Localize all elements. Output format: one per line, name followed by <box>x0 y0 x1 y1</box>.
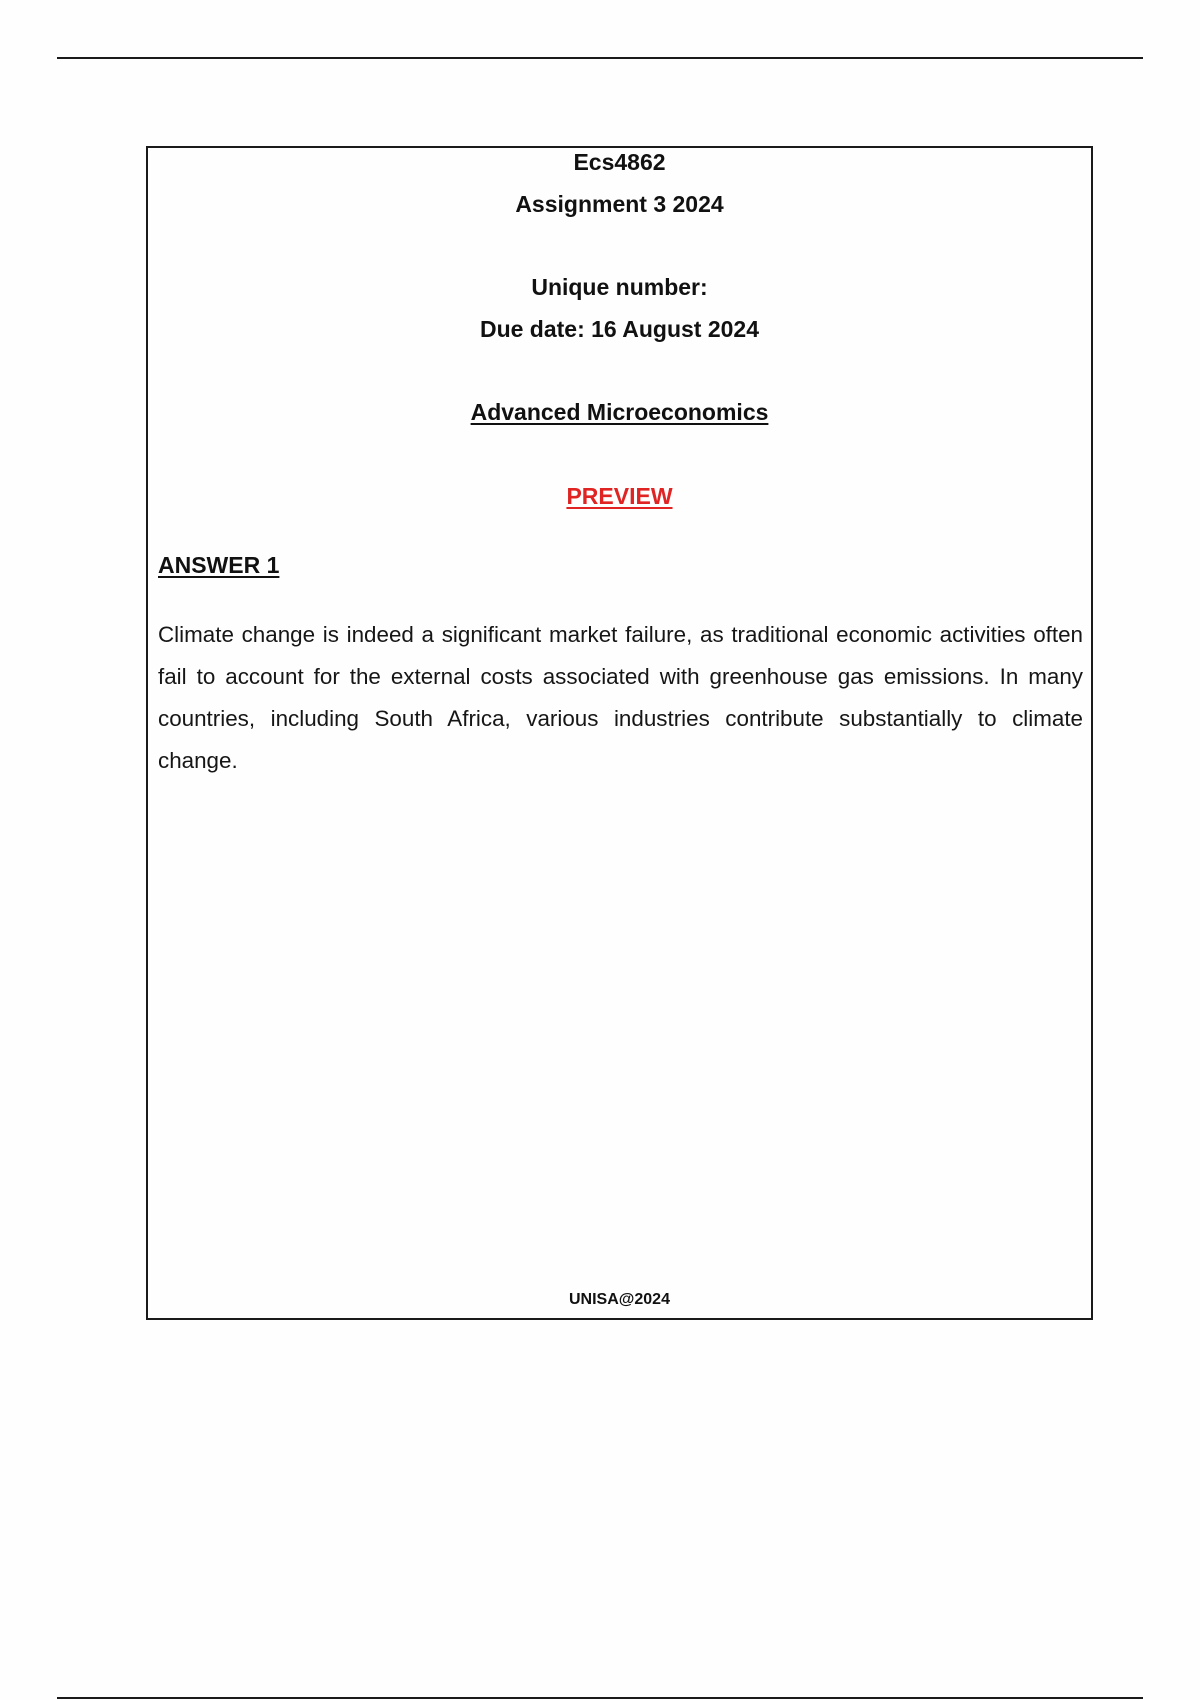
module-title: Advanced Microeconomics <box>470 399 769 425</box>
preview-label: PREVIEW <box>566 483 673 509</box>
answer-body: Climate change is indeed a significant market failure, as traditional economic activities often fail to account for the external costs associated with greenhouse gas emissions. In many countries, including South Africa, various industries contribute substantially to climate change. <box>158 622 1083 773</box>
course-code: Ecs4862 <box>573 149 666 175</box>
assignment-title: Assignment 3 2024 <box>515 191 724 217</box>
bottom-rule <box>57 1697 1143 1699</box>
footer-copyright: UNISA@2024 <box>569 1291 670 1308</box>
top-rule <box>57 57 1143 59</box>
due-date: Due date: 16 August 2024 <box>479 316 760 342</box>
answer-heading: ANSWER 1 <box>158 552 280 578</box>
document-frame <box>146 146 1093 1320</box>
unique-number-label: Unique number: <box>531 274 708 300</box>
